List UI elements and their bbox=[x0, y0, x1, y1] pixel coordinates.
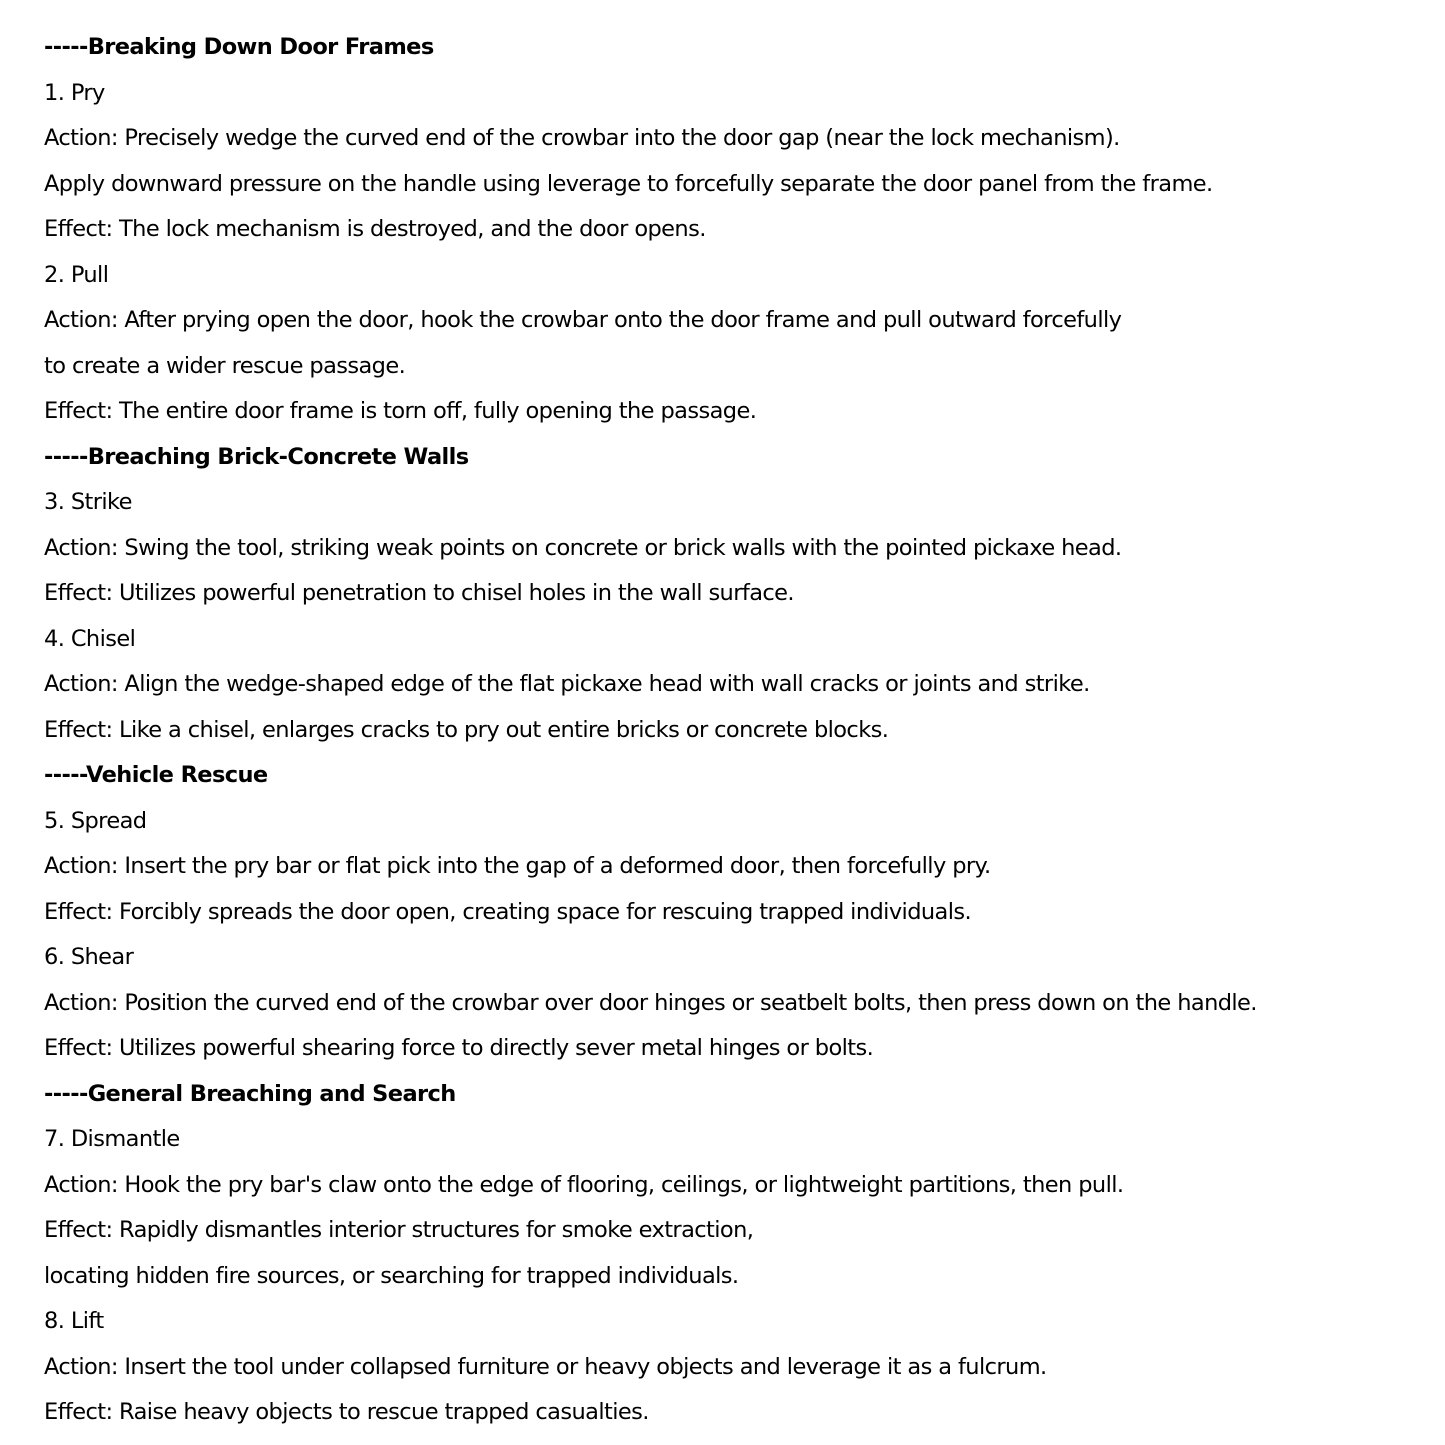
chisel-effect: Effect: Like a chisel, enlarges cracks to pry out entire bricks or concrete blocks. bbox=[44, 716, 889, 743]
section-heading-walls: -----Breaching Brick-Concrete Walls bbox=[44, 443, 469, 470]
item-title-pull: 2. Pull bbox=[44, 261, 109, 288]
item-title-chisel: 4. Chisel bbox=[44, 625, 136, 652]
item-title-lift: 8. Lift bbox=[44, 1308, 104, 1334]
shear-action: Action: Position the curved end of the crowbar over door hinges or seatbelt bolts, then press down on the handle. bbox=[44, 989, 1257, 1016]
dismantle-effect-line-1: Effect: Rapidly dismantles interior structures for smoke extraction, bbox=[44, 1217, 754, 1243]
pry-effect: Effect: The lock mechanism is destroyed, and the door opens. bbox=[44, 216, 706, 242]
pull-action-line-2: to create a wider rescue passage. bbox=[44, 352, 406, 379]
section-heading-general-breaching: -----General Breaching and Search bbox=[44, 1080, 456, 1107]
item-title-shear: 6. Shear bbox=[44, 944, 134, 970]
chisel-action: Action: Align the wedge-shaped edge of the flat pickaxe head with wall cracks or joints and strike. bbox=[44, 671, 1090, 697]
pull-action-line-1: Action: After prying open the door, hook the crowbar onto the door frame and pull outward forcefully bbox=[44, 307, 1122, 333]
section-heading-door-frames: -----Breaking Down Door Frames bbox=[44, 34, 434, 60]
section-heading-vehicle-rescue: -----Vehicle Rescue bbox=[44, 762, 268, 788]
dismantle-action: Action: Hook the pry bar's claw onto the edge of flooring, ceilings, or lightweight partitions, then pull. bbox=[44, 1171, 1124, 1198]
document-body bbox=[44, 25, 1424, 1436]
shear-effect: Effect: Utilizes powerful shearing force to directly sever metal hinges or bolts. bbox=[44, 1035, 874, 1061]
item-title-pry: 1. Pry bbox=[44, 79, 105, 106]
strike-effect: Effect: Utilizes powerful penetration to chisel holes in the wall surface. bbox=[44, 580, 794, 606]
lift-action: Action: Insert the tool under collapsed furniture or heavy objects and leverage it as a fulcrum. bbox=[44, 1353, 1047, 1380]
pull-effect: Effect: The entire door frame is torn off, fully opening the passage. bbox=[44, 398, 757, 424]
spread-effect: Effect: Forcibly spreads the door open, creating space for rescuing trapped individuals. bbox=[44, 898, 972, 925]
pry-action-line-2: Apply downward pressure on the handle using leverage to forcefully separate the door panel from the frame. bbox=[44, 170, 1213, 197]
item-title-spread: 5. Spread bbox=[44, 807, 147, 834]
lift-effect: Effect: Raise heavy objects to rescue trapped casualties. bbox=[44, 1399, 649, 1425]
spread-action: Action: Insert the pry bar or flat pick into the gap of a deformed door, then forcefully pry. bbox=[44, 853, 991, 879]
pry-action-line-1: Action: Precisely wedge the curved end of the crowbar into the door gap (near the lock mechanism). bbox=[44, 125, 1120, 151]
dismantle-effect-line-2: locating hidden fire sources, or searching for trapped individuals. bbox=[44, 1262, 739, 1289]
item-title-strike: 3. Strike bbox=[44, 489, 132, 515]
strike-action: Action: Swing the tool, striking weak points on concrete or brick walls with the pointed pickaxe head. bbox=[44, 534, 1122, 561]
item-title-dismantle: 7. Dismantle bbox=[44, 1126, 180, 1152]
